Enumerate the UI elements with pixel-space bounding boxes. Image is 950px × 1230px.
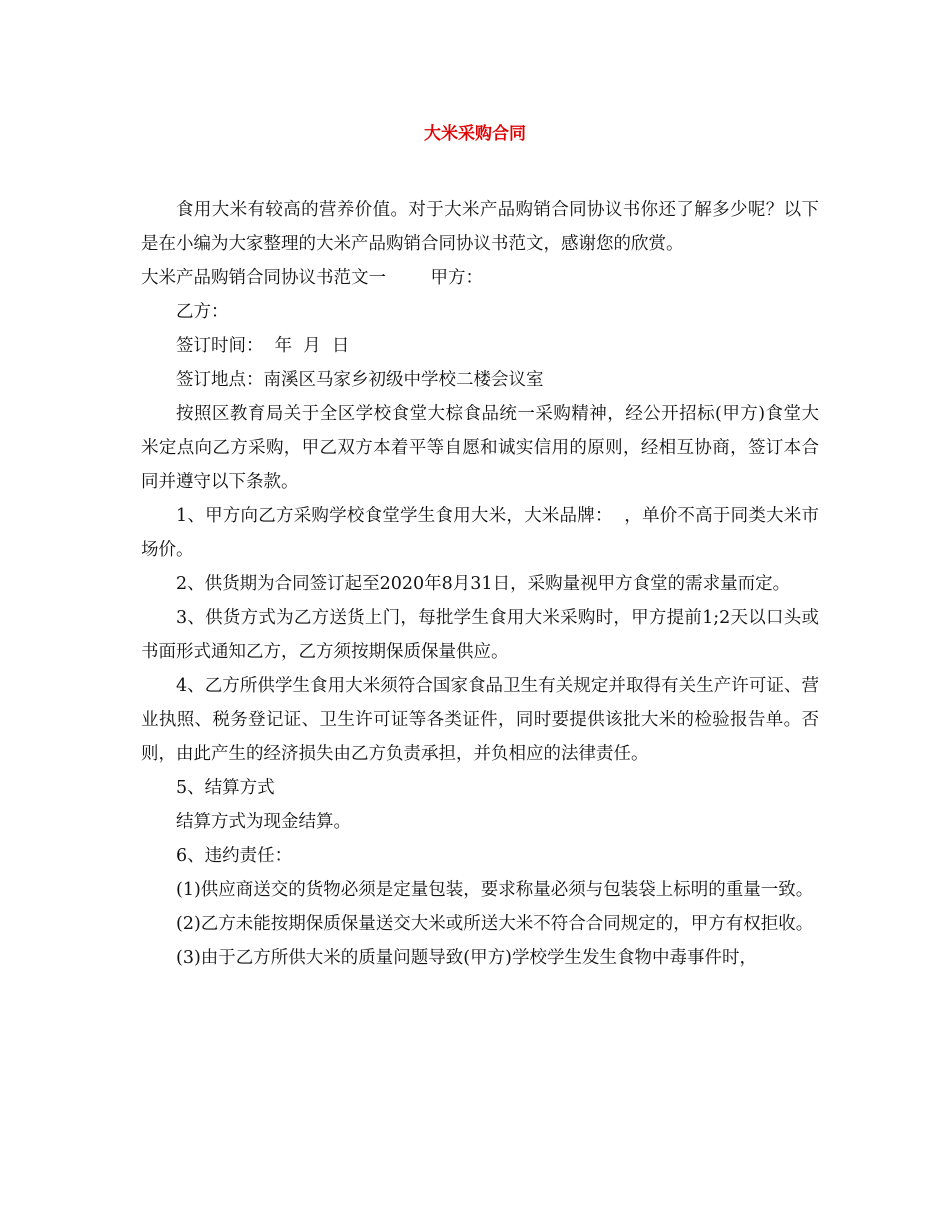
paragraph-clause-6: 6、违约责任：: [176, 846, 293, 866]
paragraph-clause-3: 3、供货方式为乙方送货上门，每批学生食用大米采购时，甲方提前1;2天以口头或书面形式通知乙方，乙方须按期保质保量供应。: [141, 608, 819, 662]
paragraph-signing-time: 签订时间： 年 月 日: [176, 336, 350, 356]
paragraph-breach-2: (2)乙方未能按期保质保量送交大米或所送大米不符合合同规定的，甲方有权拒收。: [176, 914, 814, 934]
paragraph-signing-place: 签订地点：南溪区马家乡初级中学校二楼会议室: [176, 370, 544, 390]
paragraph-clause-1: 1、甲方向乙方采购学校食堂学生食用大米，大米品牌： ，单价不高于同类大米市场价。: [141, 506, 819, 560]
paragraph-intro: 食用大米有较高的营养价值。对于大米产品购销合同协议书你还了解多少呢？以下是在小编为大家整理的大米产品购销合同协议书范文，感谢您的欣赏。: [141, 200, 819, 254]
paragraph-breach-3: (3)由于乙方所供大米的质量问题导致(甲方)学校学生发生食物中毒事件时，: [176, 948, 757, 968]
document-title: 大米采购合同: [424, 124, 526, 144]
paragraph-clause-4: 4、乙方所供学生食用大米须符合国家食品卫生有关规定并取得有关生产许可证、营业执照、税务登记证、卫生许可证等各类证件，同时要提供该批大米的检验报告单。否则，由此产生的经济损失由乙方负责承担，并负相应的法律责任。: [141, 676, 819, 764]
paragraph-sample-heading: 大米产品购销合同协议书范文一 甲方：: [141, 268, 484, 288]
paragraph-breach-1: (1)供应商送交的货物必须是定量包装，要求称量必须与包装袋上标明的重量一致。: [176, 880, 814, 900]
paragraph-clause-5: 5、结算方式: [176, 778, 275, 798]
paragraph-party-b: 乙方：: [176, 302, 229, 322]
document-body: [141, 193, 819, 975]
paragraph-preamble: 按照区教育局关于全区学校食堂大棕食品统一采购精神，经公开招标(甲方)食堂大米定点向乙方采购，甲乙双方本着平等自愿和诚实信用的原则，经相互协商，签订本合同并遵守以下条款。: [141, 404, 819, 492]
paragraph-settlement: 结算方式为现金结算。: [176, 812, 351, 832]
paragraph-clause-2: 2、供货期为合同签订起至2020年8月31日，采购量视甲方食堂的需求量而定。: [176, 574, 791, 594]
